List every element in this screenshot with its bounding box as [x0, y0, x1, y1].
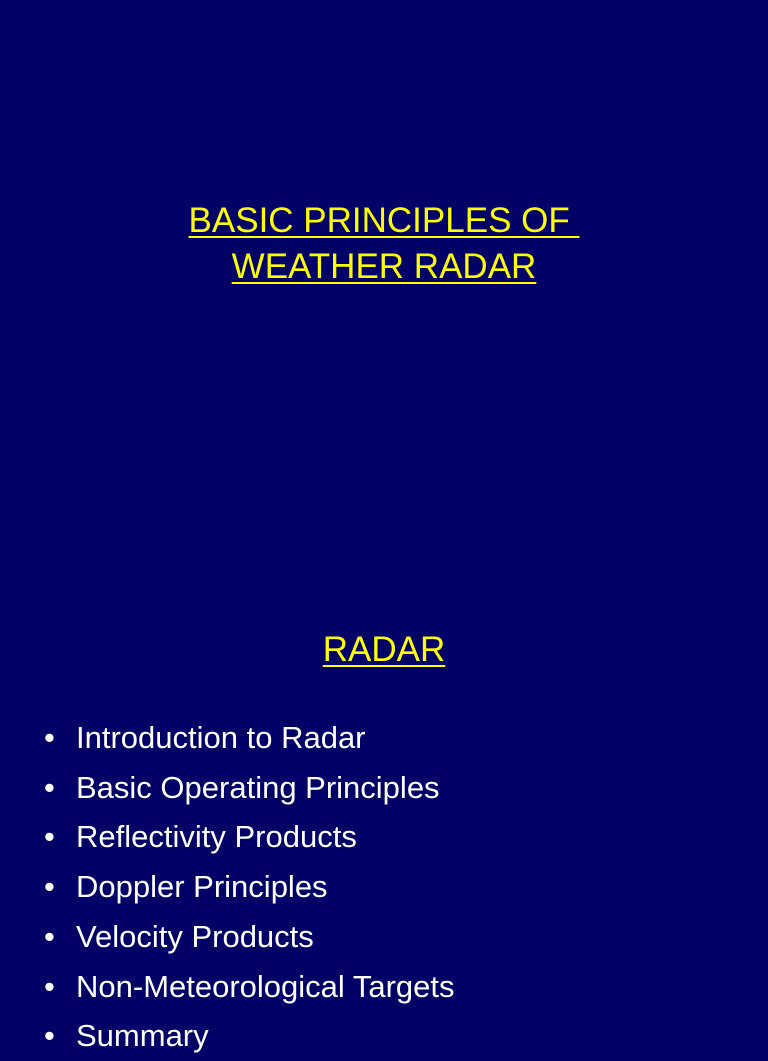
bullet-item-text: Reflectivity Products [76, 819, 357, 855]
topic-bullet-list [44, 713, 455, 1061]
slide-title-line-1: BASIC PRINCIPLES OF [188, 201, 580, 240]
bullet-item-text: Velocity Products [76, 918, 314, 954]
bullet-icon: • [44, 968, 55, 1004]
bullet-icon: • [44, 1018, 55, 1054]
bullet-item-text: Summary [76, 1018, 209, 1054]
slide-title [0, 198, 768, 290]
bullet-item [44, 763, 455, 813]
bullet-item [44, 862, 455, 912]
bullet-item-text: Introduction to Radar [76, 720, 366, 755]
bullet-icon: • [44, 769, 55, 805]
bullet-icon: • [44, 819, 55, 855]
bullet-item [44, 912, 455, 962]
bullet-item [44, 812, 455, 862]
section-heading-text: RADAR [322, 630, 446, 669]
bullet-item [44, 713, 455, 763]
bullet-icon: • [44, 869, 55, 905]
slide-title-line-2: WEATHER RADAR [231, 247, 537, 286]
bullet-item-text: Doppler Principles [76, 869, 328, 905]
bullet-icon: • [44, 720, 55, 755]
bullet-item [44, 962, 455, 1012]
section-heading [0, 628, 768, 672]
bullet-item-text: Basic Operating Principles [76, 769, 440, 805]
bullet-icon: • [44, 918, 55, 954]
bullet-item-text: Non-Meteorological Targets [76, 968, 455, 1004]
bullet-item [44, 1011, 455, 1061]
